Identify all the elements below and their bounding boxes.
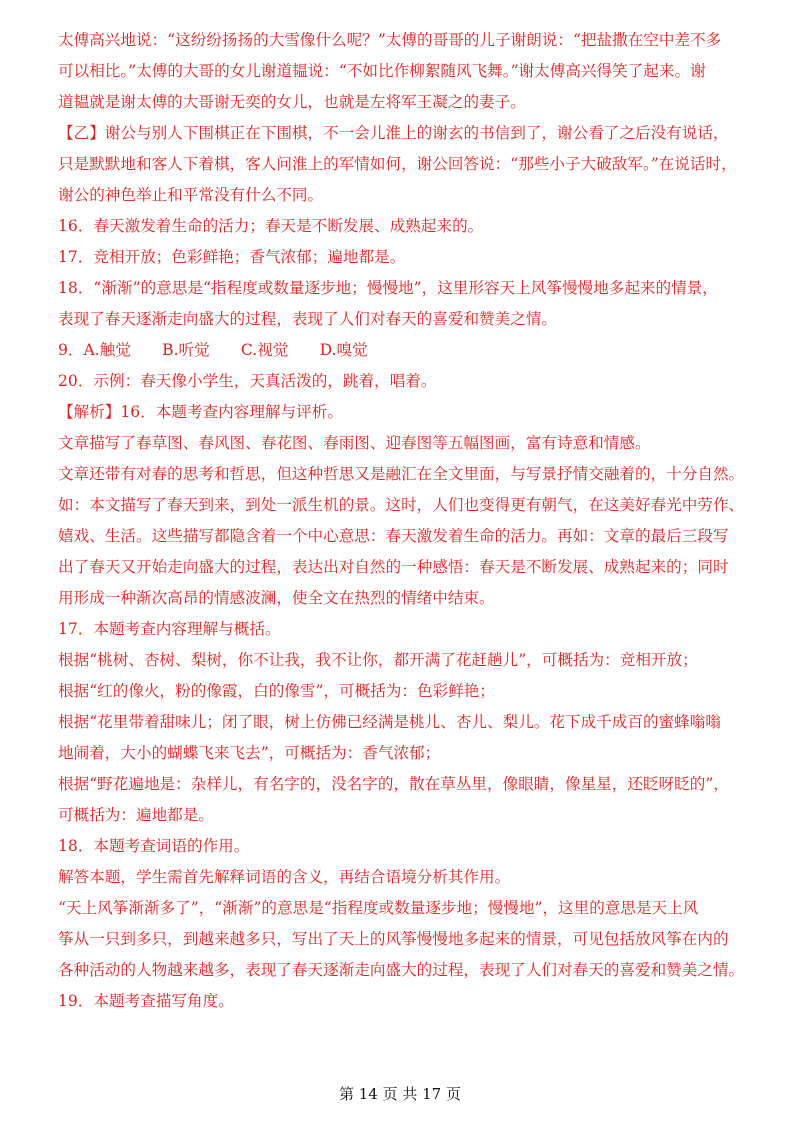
text-line: 【乙】谢公与别人下围棋正在下围棋，不一会儿淮上的谢玄的书信到了，谢公看了之后没有说话， (58, 124, 729, 142)
text-line: 出了春天又开始走向盛大的过程，表达出对自然的一种感悟：春天是不断发展、成熟起来的；同时 (58, 558, 729, 576)
text-line: 根据“野花遍地是：杂样儿，有名字的，没名字的，散在草丛里，像眼睛，像星星，还眨呀眨的”， (58, 775, 729, 793)
text-line: 地闹着，大小的蝴蝶飞来飞去”，可概括为：香气浓郁； (58, 744, 441, 762)
text-line: 道韫就是谢太傅的大哥谢无奕的女儿，也就是左将军王凝之的妻子。 (58, 93, 526, 111)
text-line: “天上风筝渐渐多了”，“渐渐”的意思是“指程度或数量逐步地；慢慢地”，这里的意思是天上风 (58, 899, 699, 917)
text-line: 根据“桃树、杏树、梨树，你不让我，我不让你，都开满了花赶趟儿”，可概括为：竞相开放； (58, 651, 698, 669)
text-line: 嬉戏、生活。这些描写都隐含着一个中心意思：春天激发着生命的活力。再如：文章的最后三段写 (58, 527, 729, 545)
text-line: 只是默默地和客人下着棋，客人问淮上的军情如何，谢公回答说：“那些小子大破敌军。”在说话时， (58, 155, 737, 173)
text-line: 根据“红的像火，粉的像霞，白的像雪”，可概括为：色彩鲜艳； (58, 682, 495, 700)
text-line: 用形成一种渐次高昂的情感波澜，使全文在热烈的情绪中结束。 (58, 589, 495, 607)
answer-16: 16．春天激发着生命的活力；春天是不断发展、成熟起来的。 (58, 217, 484, 235)
text-line: 文章还带有对春的思考和哲思，但这种哲思又是融汇在全文里面，与写景抒情交融着的，十分自然。 (58, 465, 745, 483)
document-body (58, 30, 748, 1011)
text-line: 谢公的神色举止和平常没有什么不同。 (58, 186, 324, 204)
text-line: 可概括为：遍地都是。 (58, 806, 214, 824)
answer-20: 20．示例：春天像小学生，天真活泼的，跳着，唱着。 (58, 372, 437, 390)
text-line: 根据“花里带着甜味儿；闭了眼，树上仿佛已经满是桃儿、杏儿、梨儿。花下成千成百的蜜蜂嗡嗡 (58, 713, 721, 731)
text-line: 各种活动的人物越来越多，表现了春天逐渐走向盛大的过程，表现了人们对春天的喜爱和赞美之情。 (58, 961, 745, 979)
text-line: 解答本题，学生需首先解释词语的含义，再结合语境分析其作用。 (58, 868, 511, 886)
text-line: 可以相比。”太傅的大哥的女儿谢道韫说：“不如比作柳絮随风飞舞。”谢太傅高兴得笑了起来。谢 (58, 62, 706, 80)
analysis-17-heading: 17．本题考查内容理解与概括。 (58, 620, 281, 638)
text-line: 太傅高兴地说：“这纷纷扬扬的大雪像什么呢？”太傅的哥哥的儿子谢朗说：“把盐撒在空中差不多 (58, 31, 722, 49)
answer-17: 17．竞相开放；色彩鲜艳；香气浓郁；遍地都是。 (58, 248, 406, 266)
text-line: 如：本文描写了春天到来，到处一派生机的景。这时，人们也变得更有朝气，在这美好春光中劳作、 (58, 496, 745, 514)
text-line: 文章描写了春草图、春风图、春花图、春雨图、迎春图等五幅图画，富有诗意和情感。 (58, 434, 651, 452)
text-line: 筝从一只到多只，到越来越多只，写出了天上的风筝慢慢地多起来的情景，可见包括放风筝在内的 (58, 930, 729, 948)
analysis-18-heading: 18．本题考查词语的作用。 (58, 837, 250, 855)
analysis-19-heading: 19．本题考查描写角度。 (58, 992, 234, 1010)
page-footer: 第 14 页 共 17 页 (338, 1085, 461, 1103)
text-line: 表现了春天逐渐走向盛大的过程，表现了人们对春天的喜爱和赞美之情。 (58, 310, 558, 328)
answer-19: 9．A.触觉 B.听觉 C.视觉 D.嗅觉 (58, 341, 368, 359)
analysis-heading: 【解析】16．本题考查内容理解与评析。 (58, 403, 343, 421)
answer-18: 18．“渐渐”的意思是“指程度或数量逐步地；慢慢地”，这里形容天上风筝慢慢地多起来的情景， (58, 279, 718, 297)
